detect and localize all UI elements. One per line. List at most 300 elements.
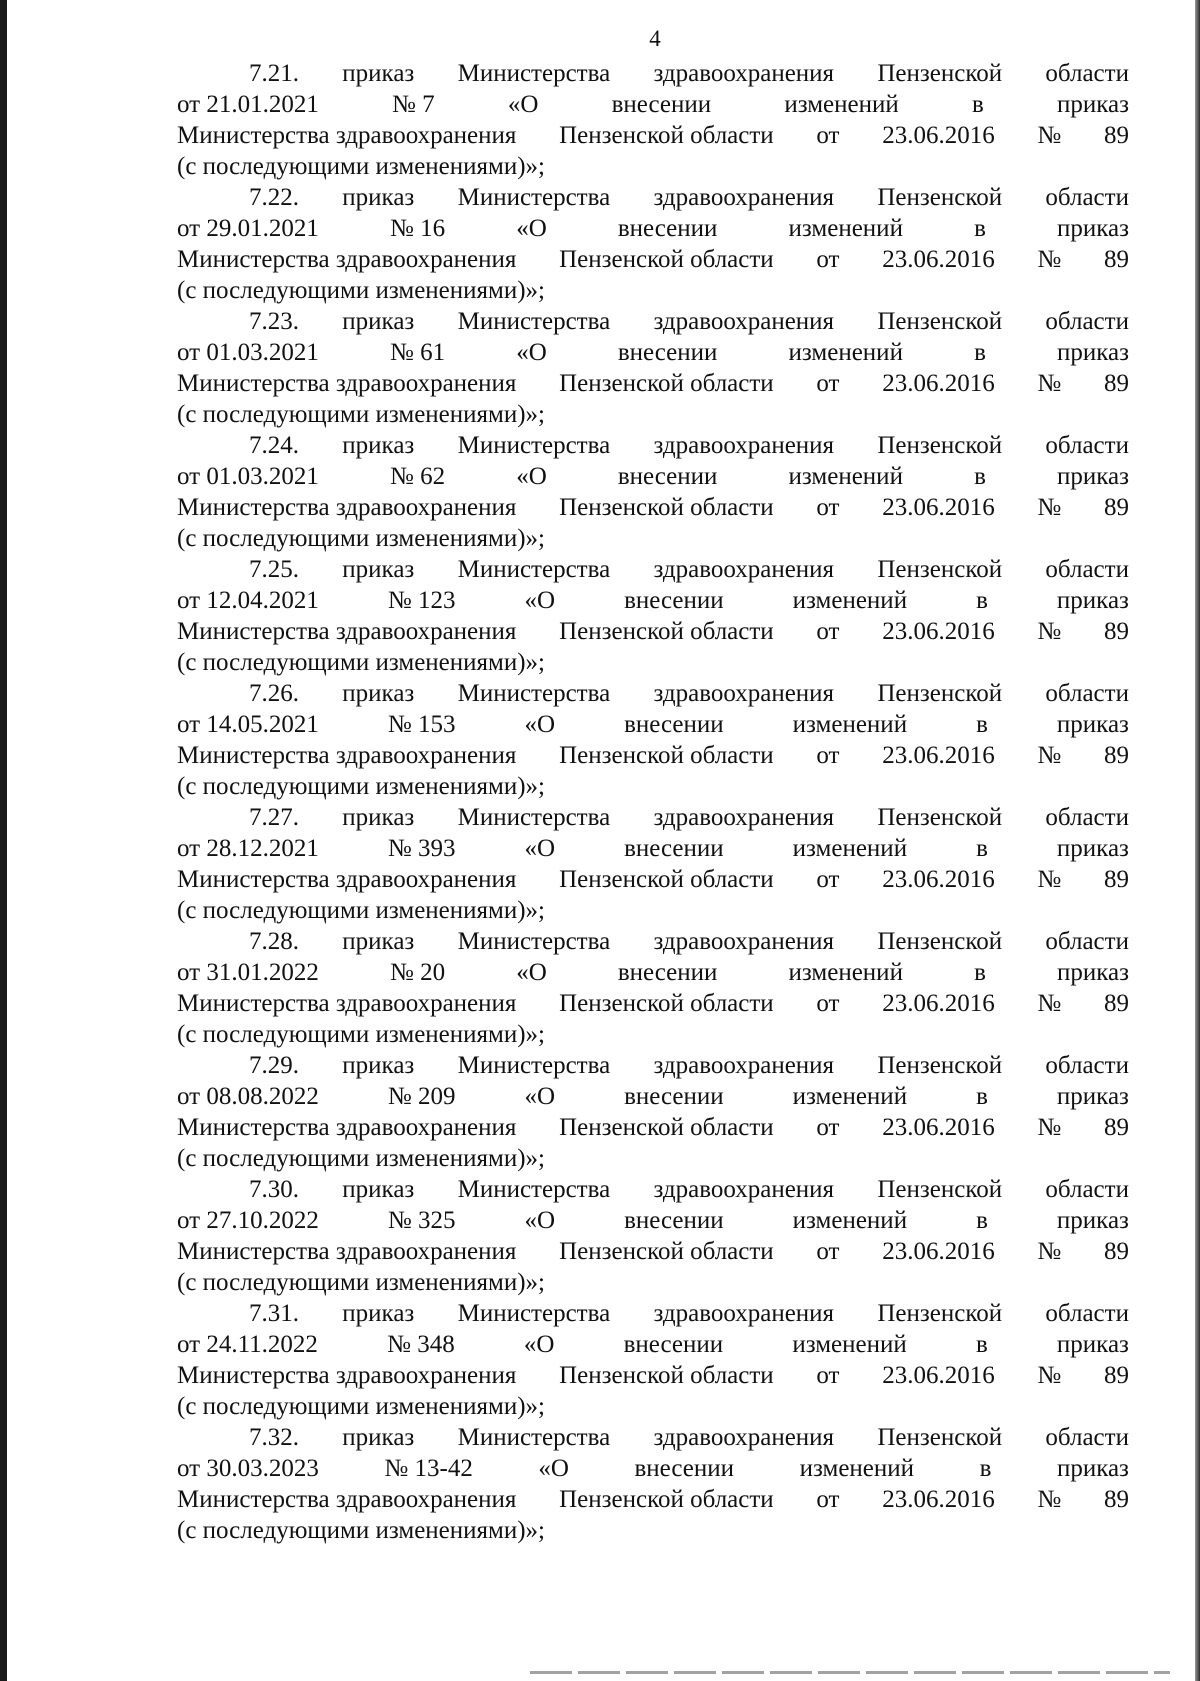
entry-region: Пензенской области [559, 1486, 774, 1513]
list-item [177, 1298, 1129, 1422]
list-item [177, 1422, 1129, 1546]
entry-region: Пензенской области [559, 990, 774, 1017]
entry-word: внесении [624, 1083, 724, 1110]
entry-ministry: Министерства здравоохранения [177, 122, 517, 149]
entry-quote-open: «О [516, 959, 547, 986]
entry-word: приказ [342, 556, 415, 583]
entry-line-4 [177, 151, 1129, 182]
list-item [177, 1050, 1129, 1174]
scan-edge-right [1195, 0, 1200, 1681]
entry-word: здравоохранения [653, 432, 835, 459]
entry-word: изменений [788, 215, 903, 242]
entry-tail: (с последующими изменениями)»; [177, 649, 546, 676]
list-item [177, 1174, 1129, 1298]
entry-word: Пензенской [877, 1176, 1003, 1203]
entry-word: внесении [611, 91, 712, 118]
entry-ref-number: 89 [1103, 618, 1129, 645]
entry-word: изменений [792, 1331, 907, 1358]
entry-ref-number: 89 [1103, 1486, 1129, 1513]
entry-line-2 [177, 461, 1129, 492]
entry-word: Пензенской [877, 1300, 1003, 1327]
entry-word: в [976, 587, 988, 614]
entry-quote-open: «О [524, 1083, 556, 1110]
entry-ministry: Министерства здравоохранения [177, 1486, 517, 1513]
entry-number: 7.21. [249, 60, 299, 87]
entry-ref-date: 23.06.2016 [882, 1362, 995, 1389]
entry-word: здравоохранения [653, 680, 835, 707]
page-number: 4 [649, 26, 661, 51]
entry-tail: (с последующими изменениями)»; [177, 1021, 546, 1048]
entry-line-4 [177, 1391, 1129, 1422]
entry-word: изменений [792, 587, 908, 614]
entry-tail: (с последующими изменениями)»; [177, 1393, 546, 1420]
entry-line-3 [177, 1360, 1129, 1391]
entry-word: здравоохранения [653, 804, 835, 831]
entry-word: Министерства [457, 804, 611, 831]
list-item [177, 926, 1129, 1050]
list-item [177, 182, 1129, 306]
entry-word: приказ [1056, 587, 1129, 614]
list-item [177, 554, 1129, 678]
entry-word: Министерства [457, 1176, 611, 1203]
entry-word: здравоохранения [653, 1300, 835, 1327]
entry-region: Пензенской области [559, 122, 774, 149]
entry-line-1 [177, 554, 1129, 585]
entry-ref-number-sign: № [1037, 1362, 1062, 1389]
entry-word: Пензенской [877, 308, 1003, 335]
entry-line-4 [177, 1515, 1129, 1546]
entry-word: Пензенской [877, 60, 1003, 87]
entry-line-1 [177, 1422, 1129, 1453]
entry-ref-date: 23.06.2016 [882, 866, 995, 893]
entry-number: 7.28. [249, 928, 299, 955]
entry-word: внесении [634, 1455, 735, 1482]
entry-region: Пензенской области [559, 370, 774, 397]
entry-order-number: № 209 [387, 1083, 456, 1110]
entry-ref-number: 89 [1103, 990, 1129, 1017]
entry-word: Пензенской [877, 804, 1003, 831]
entry-word: приказ [342, 680, 415, 707]
entry-date: от 01.03.2021 [177, 339, 319, 366]
entry-word: приказ [1056, 91, 1129, 118]
entry-word: приказ [342, 928, 415, 955]
entry-ref-number-sign: № [1037, 1238, 1062, 1265]
entry-line-4 [177, 895, 1129, 926]
entry-line-4 [177, 1019, 1129, 1050]
entry-word: области [1045, 1300, 1129, 1327]
entry-tail: (с последующими изменениями)»; [177, 773, 546, 800]
entry-tail: (с последующими изменениями)»; [177, 1269, 546, 1296]
entry-line-1 [177, 1050, 1129, 1081]
entry-line-3 [177, 1236, 1129, 1267]
entry-from: от [816, 1362, 840, 1389]
entry-word: в [976, 1083, 988, 1110]
entry-quote-open: «О [524, 835, 556, 862]
entry-ministry: Министерства здравоохранения [177, 494, 517, 521]
entry-number: 7.23. [249, 308, 299, 335]
entry-line-1 [177, 1174, 1129, 1205]
entry-word: внесении [624, 587, 724, 614]
entry-from: от [816, 494, 840, 521]
entry-word: здравоохранения [653, 928, 835, 955]
entry-word: Пензенской [877, 184, 1003, 211]
entry-word: изменений [799, 1455, 915, 1482]
entry-word: Министерства [457, 1300, 611, 1327]
entry-date: от 28.12.2021 [177, 835, 319, 862]
entry-word: изменений [788, 959, 903, 986]
scan-bottom-artifact [530, 1671, 1170, 1674]
entry-word: в [974, 959, 986, 986]
entry-word: приказ [342, 184, 415, 211]
entry-ministry: Министерства здравоохранения [177, 246, 517, 273]
entry-number: 7.29. [249, 1052, 299, 1079]
entry-word: Министерства [457, 432, 611, 459]
entry-word: области [1045, 1052, 1129, 1079]
entry-word: здравоохранения [653, 184, 835, 211]
entry-line-4 [177, 523, 1129, 554]
entry-ref-number-sign: № [1037, 742, 1062, 769]
entry-word: области [1045, 308, 1129, 335]
entry-from: от [816, 866, 840, 893]
entry-region: Пензенской области [559, 246, 774, 273]
entry-number: 7.27. [249, 804, 299, 831]
entry-word: Министерства [457, 928, 611, 955]
entry-order-number: № 393 [387, 835, 456, 862]
entry-word: здравоохранения [653, 60, 835, 87]
entry-word: приказ [1056, 215, 1129, 242]
entry-word: внесении [617, 463, 718, 490]
entry-word: Министерства [457, 184, 611, 211]
entry-ref-number-sign: № [1037, 246, 1062, 273]
entry-tail: (с последующими изменениями)»; [177, 1145, 546, 1172]
entry-from: от [816, 742, 840, 769]
entry-line-1 [177, 58, 1129, 89]
entry-region: Пензенской области [559, 866, 774, 893]
entry-line-2 [177, 337, 1129, 368]
entry-word: внесении [624, 1207, 724, 1234]
entry-date: от 21.01.2021 [177, 91, 319, 118]
entry-ref-number: 89 [1103, 866, 1129, 893]
entry-word: приказ [342, 1176, 415, 1203]
entry-line-4 [177, 771, 1129, 802]
entry-ref-number-sign: № [1037, 618, 1062, 645]
entry-line-4 [177, 647, 1129, 678]
entry-ref-number-sign: № [1037, 1114, 1062, 1141]
entry-order-number: № 153 [387, 711, 456, 738]
entry-from: от [816, 618, 840, 645]
entry-word: области [1045, 432, 1129, 459]
entry-from: от [816, 122, 840, 149]
entry-word: внесении [617, 339, 718, 366]
entry-word: приказ [342, 1052, 415, 1079]
entry-ref-number: 89 [1103, 494, 1129, 521]
entry-order-number: № 325 [387, 1207, 456, 1234]
entry-word: приказ [342, 804, 415, 831]
entry-from: от [816, 1114, 840, 1141]
entry-line-3 [177, 864, 1129, 895]
entry-ministry: Министерства здравоохранения [177, 370, 517, 397]
entry-ref-date: 23.06.2016 [882, 246, 995, 273]
entry-word: приказ [342, 1300, 415, 1327]
entry-word: Пензенской [877, 1424, 1003, 1451]
entry-word: внесении [624, 711, 724, 738]
entry-word: области [1045, 1176, 1129, 1203]
entry-line-3 [177, 1112, 1129, 1143]
entry-date: от 31.01.2022 [177, 959, 319, 986]
entry-line-2 [177, 89, 1129, 120]
entry-ref-date: 23.06.2016 [882, 494, 995, 521]
entry-quote-open: «О [538, 1455, 569, 1482]
entry-ref-number: 89 [1103, 742, 1129, 769]
entry-word: здравоохранения [653, 1052, 835, 1079]
entry-word: здравоохранения [653, 308, 835, 335]
entry-number: 7.22. [249, 184, 299, 211]
entry-region: Пензенской области [559, 1114, 774, 1141]
entry-ref-number: 89 [1103, 1114, 1129, 1141]
entry-ref-date: 23.06.2016 [882, 1486, 995, 1513]
entry-line-3 [177, 616, 1129, 647]
entry-word: в [979, 1455, 992, 1482]
entry-word: области [1045, 804, 1129, 831]
entry-ref-date: 23.06.2016 [882, 1114, 995, 1141]
entry-line-3 [177, 368, 1129, 399]
entry-word: здравоохранения [653, 1424, 835, 1451]
entry-word: области [1045, 1424, 1129, 1451]
entry-ref-number: 89 [1103, 370, 1129, 397]
entry-word: в [976, 1207, 988, 1234]
entry-word: в [975, 1331, 988, 1358]
entry-line-2 [177, 1329, 1129, 1360]
entry-line-3 [177, 120, 1129, 151]
entry-tail: (с последующими изменениями)»; [177, 1517, 546, 1544]
entry-word: приказ [1056, 1207, 1129, 1234]
entry-word: приказ [1056, 463, 1129, 490]
entry-word: приказ [1056, 835, 1129, 862]
entry-date: от 24.11.2022 [177, 1331, 318, 1358]
entry-word: изменений [792, 711, 908, 738]
entry-word: Министерства [457, 556, 611, 583]
entry-line-1 [177, 802, 1129, 833]
entry-ministry: Министерства здравоохранения [177, 618, 517, 645]
entry-ref-number: 89 [1103, 1362, 1129, 1389]
entry-word: приказ [1056, 1083, 1129, 1110]
entry-quote-open: «О [516, 215, 547, 242]
entry-line-4 [177, 1143, 1129, 1174]
entry-order-number: № 348 [387, 1331, 455, 1358]
entry-word: области [1045, 184, 1129, 211]
entry-ministry: Министерства здравоохранения [177, 742, 517, 769]
entry-word: области [1045, 928, 1129, 955]
entry-line-1 [177, 430, 1129, 461]
entry-order-number: № 61 [389, 339, 446, 366]
entry-word: приказ [342, 432, 415, 459]
entry-ref-number-sign: № [1037, 370, 1062, 397]
entry-quote-open: «О [524, 587, 556, 614]
entry-tail: (с последующими изменениями)»; [177, 525, 546, 552]
entry-word: внесении [624, 835, 724, 862]
entry-line-2 [177, 957, 1129, 988]
entry-word: приказ [1056, 1331, 1129, 1358]
entry-date: от 30.03.2023 [177, 1455, 319, 1482]
entry-quote-open: «О [524, 1207, 556, 1234]
entry-word: в [974, 463, 986, 490]
entry-word: приказ [1056, 959, 1129, 986]
entry-quote-open: «О [507, 91, 539, 118]
entry-from: от [816, 1486, 840, 1513]
entry-tail: (с последующими изменениями)»; [177, 153, 546, 180]
entry-ministry: Министерства здравоохранения [177, 990, 517, 1017]
entry-word: приказ [1056, 1455, 1129, 1482]
entry-line-2 [177, 709, 1129, 740]
entry-number: 7.31. [249, 1300, 299, 1327]
entry-from: от [816, 246, 840, 273]
entry-date: от 08.08.2022 [177, 1083, 319, 1110]
entry-line-4 [177, 1267, 1129, 1298]
entry-ref-number-sign: № [1037, 1486, 1062, 1513]
entry-word: области [1045, 556, 1129, 583]
entry-ref-number-sign: № [1037, 494, 1062, 521]
entry-date: от 29.01.2021 [177, 215, 319, 242]
entry-word: области [1045, 680, 1129, 707]
entry-word: приказ [342, 60, 415, 87]
entry-tail: (с последующими изменениями)»; [177, 401, 546, 428]
entry-number: 7.25. [249, 556, 299, 583]
entry-region: Пензенской области [559, 1362, 774, 1389]
entry-word: Пензенской [877, 1052, 1003, 1079]
entry-from: от [816, 370, 840, 397]
list-item [177, 430, 1129, 554]
entry-tail: (с последующими изменениями)»; [177, 277, 546, 304]
entry-word: приказ [1056, 339, 1129, 366]
entry-ref-number-sign: № [1037, 122, 1062, 149]
entry-word: Министерства [457, 1424, 611, 1451]
entry-word: приказ [342, 1424, 415, 1451]
entry-line-3 [177, 244, 1129, 275]
entry-ref-date: 23.06.2016 [882, 618, 995, 645]
entry-word: Министерства [457, 60, 611, 87]
entry-word: Пензенской [877, 680, 1003, 707]
entry-word: приказ [342, 308, 415, 335]
entry-word: Пензенской [877, 928, 1003, 955]
entry-ref-date: 23.06.2016 [882, 370, 995, 397]
entry-line-2 [177, 1205, 1129, 1236]
entry-ministry: Министерства здравоохранения [177, 866, 517, 893]
entry-word: в [974, 215, 986, 242]
entry-word: изменений [788, 463, 903, 490]
entry-ref-date: 23.06.2016 [882, 122, 995, 149]
entry-ref-number: 89 [1103, 122, 1129, 149]
entry-quote-open: «О [523, 1331, 555, 1358]
entry-ministry: Министерства здравоохранения [177, 1362, 517, 1389]
entry-word: Пензенской [877, 556, 1003, 583]
list-item [177, 58, 1129, 182]
entry-order-number: № 62 [389, 463, 446, 490]
entry-number: 7.32. [249, 1424, 299, 1451]
entry-number: 7.24. [249, 432, 299, 459]
entry-word: области [1045, 60, 1129, 87]
entries-list [177, 58, 1129, 1546]
entry-order-number: № 16 [389, 215, 446, 242]
entry-word: изменений [792, 1207, 908, 1234]
entry-quote-open: «О [516, 463, 547, 490]
entry-word: в [974, 339, 986, 366]
entry-from: от [816, 1238, 840, 1265]
entry-date: от 14.05.2021 [177, 711, 319, 738]
entry-word: Министерства [457, 680, 611, 707]
scan-edge-left [0, 0, 7, 1681]
entry-date: от 01.03.2021 [177, 463, 319, 490]
entry-word: изменений [792, 835, 908, 862]
entry-word: в [971, 91, 984, 118]
entry-line-1 [177, 306, 1129, 337]
entry-line-4 [177, 275, 1129, 306]
entry-tail: (с последующими изменениями)»; [177, 897, 546, 924]
entry-order-number: № 13-42 [384, 1455, 473, 1482]
entry-order-number: № 7 [392, 91, 435, 118]
entry-line-3 [177, 492, 1129, 523]
entry-line-2 [177, 213, 1129, 244]
entry-line-2 [177, 585, 1129, 616]
entry-from: от [816, 990, 840, 1017]
entry-region: Пензенской области [559, 1238, 774, 1265]
entry-line-2 [177, 833, 1129, 864]
entry-ministry: Министерства здравоохранения [177, 1114, 517, 1141]
entry-word: изменений [792, 1083, 908, 1110]
list-item [177, 802, 1129, 926]
entry-quote-open: «О [524, 711, 556, 738]
entry-word: изменений [788, 339, 903, 366]
entry-ref-date: 23.06.2016 [882, 742, 995, 769]
list-item [177, 678, 1129, 802]
entry-region: Пензенской области [559, 494, 774, 521]
entry-line-1 [177, 678, 1129, 709]
entry-number: 7.26. [249, 680, 299, 707]
entry-region: Пензенской области [559, 618, 774, 645]
entry-word: в [976, 711, 988, 738]
entry-line-1 [177, 926, 1129, 957]
entry-date: от 27.10.2022 [177, 1207, 319, 1234]
entry-ministry: Министерства здравоохранения [177, 1238, 517, 1265]
entry-order-number: № 123 [387, 587, 456, 614]
entry-word: внесении [617, 959, 718, 986]
entry-line-2 [177, 1081, 1129, 1112]
entry-number: 7.30. [249, 1176, 299, 1203]
entry-word: в [976, 835, 988, 862]
entry-ref-number-sign: № [1037, 866, 1062, 893]
entry-ref-number: 89 [1103, 1238, 1129, 1265]
entry-quote-open: «О [516, 339, 547, 366]
entry-line-1 [177, 1298, 1129, 1329]
entry-word: приказ [1056, 711, 1129, 738]
entry-word: здравоохранения [653, 556, 835, 583]
entry-order-number: № 20 [389, 959, 446, 986]
entry-line-2 [177, 1453, 1129, 1484]
entry-line-3 [177, 740, 1129, 771]
entry-region: Пензенской области [559, 742, 774, 769]
entry-word: изменений [784, 91, 899, 118]
entry-ref-date: 23.06.2016 [882, 1238, 995, 1265]
entry-word: внесении [623, 1331, 724, 1358]
list-item [177, 306, 1129, 430]
entry-word: здравоохранения [653, 1176, 835, 1203]
entry-line-3 [177, 1484, 1129, 1515]
entry-line-4 [177, 399, 1129, 430]
entry-date: от 12.04.2021 [177, 587, 319, 614]
entry-word: Пензенской [877, 432, 1003, 459]
entry-line-3 [177, 988, 1129, 1019]
entry-ref-number-sign: № [1037, 990, 1062, 1017]
entry-ref-number: 89 [1103, 246, 1129, 273]
